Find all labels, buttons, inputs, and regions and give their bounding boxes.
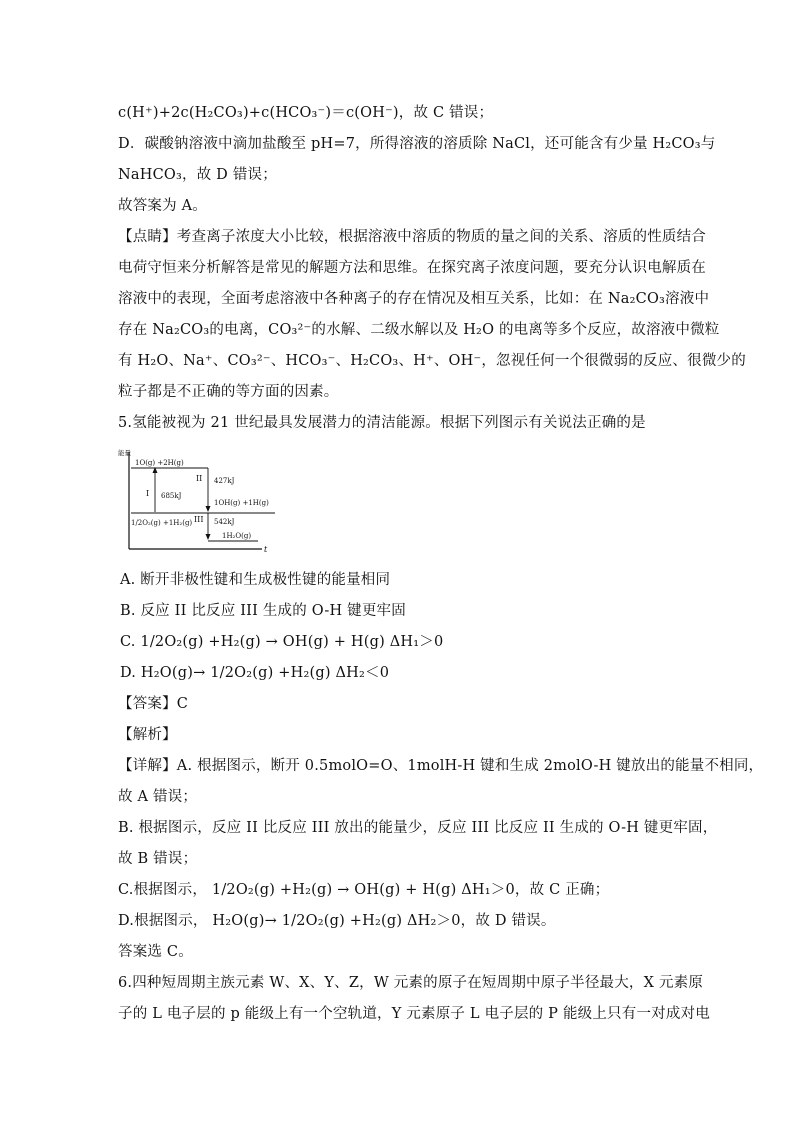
text-line-3: NaHCO₃，故 D 错误； bbox=[118, 167, 277, 183]
option-a: A. 断开非极性键和生成极性键的能量相同 bbox=[120, 572, 391, 588]
option-d: D. H₂O(g)→ 1/2O₂(g) +H₂(g) ΔH₂＜0 bbox=[120, 665, 390, 681]
answer-heading: 【答案】C bbox=[118, 696, 189, 712]
energy-I-label: 685kJ bbox=[161, 492, 182, 500]
energy-III-label: 542kJ bbox=[214, 518, 235, 526]
level-low-label: 1/2O₂(g) +1H₂(g) bbox=[131, 519, 193, 527]
detail-line-1: 【详解】A. 根据图示，断开 0.5molO=O、1molH-H 键和生成 2molO-H 键放出的能量不相同， bbox=[118, 758, 764, 774]
text-line-1: c(H⁺)+2c(H₂CO₃)+c(HCO₃⁻)＝c(OH⁻)，故 C 错误； bbox=[118, 105, 494, 121]
y-axis-label-1: 能量 bbox=[118, 449, 131, 457]
option-c: C. 1/2O₂(g) +H₂(g) → OH(g) + H(g) ΔH₁＞0 bbox=[120, 634, 444, 650]
tip-line-3: 溶液中的表现，全面考虑溶液中各种离子的存在情况及相互关系，比如：在 Na₂CO₃溶液中 bbox=[118, 291, 710, 307]
text-line-4: 故答案为 A。 bbox=[118, 198, 207, 214]
arrow-III-label: III bbox=[194, 515, 204, 524]
detail-line-7: 答案选 C。 bbox=[118, 944, 193, 960]
analysis-heading: 【解析】 bbox=[118, 727, 177, 743]
level-top-label: 1O(g) +2H(g) bbox=[135, 459, 184, 467]
question-5-stem: 5.氢能被视为 21 世纪最具发展潜力的清洁能源。根据下列图示有关说法正确的是 bbox=[118, 415, 646, 431]
arrow-III-head bbox=[206, 534, 211, 540]
tip-line-1: 【点睛】考查离子浓度大小比较，根据溶液中溶质的物质的量之间的关系、溶质的性质结合 bbox=[118, 229, 706, 245]
arrow-II-label: II bbox=[196, 474, 203, 483]
x-axis-label: t bbox=[264, 545, 268, 554]
energy-II-label: 427kJ bbox=[214, 477, 235, 485]
detail-line-6: D.根据图示， H₂O(g)→ 1/2O₂(g) +H₂(g) ΔH₂＞0，故 D 错误。 bbox=[118, 913, 556, 929]
question-6-line-1: 6.四种短周期主族元素 W、X、Y、Z，W 元素的原子在短周期中原子半径最大，X 元素原 bbox=[118, 975, 704, 991]
text-line-2: D．碳酸钠溶液中滴加盐酸至 pH=7，所得溶液的溶质除 NaCl，还可能含有少量 H₂CO₃与 bbox=[118, 136, 716, 152]
tip-line-2: 电荷守恒来分析解答是常见的解题方法和思维。在探究离子浓度问题，要充分认识电解质在 bbox=[118, 260, 706, 276]
detail-line-5: C.根据图示， 1/2O₂(g) +H₂(g) → OH(g) + H(g) ΔH₁＞0，故 C 正确； bbox=[118, 882, 610, 898]
detail-line-2: 故 A 错误； bbox=[118, 789, 198, 805]
arrow-II-head bbox=[206, 506, 211, 512]
level-mid-label: 1OH(g) +1H(g) bbox=[214, 499, 269, 507]
level-bottom-label: 1H₂O(g) bbox=[222, 532, 252, 540]
tip-line-5: 有 H₂O、Na⁺、CO₃²⁻、HCO₃⁻、H₂CO₃、H⁺、OH⁻，忽视任何一个很微弱的反应、很微少的 bbox=[118, 353, 746, 369]
detail-line-4: 故 B 错误； bbox=[118, 851, 198, 867]
tip-line-4: 存在 Na₂CO₃的电离，CO₃²⁻的水解、二级水解以及 H₂O 的电离等多个反应，故溶液中微粒 bbox=[118, 322, 720, 338]
detail-line-3: B. 根据图示，反应 II 比反应 III 放出的能量少，反应 III 比反应 II 生成的 O-H 键更牢固， bbox=[118, 820, 718, 836]
energy-level-diagram bbox=[118, 446, 278, 558]
tip-line-6: 粒子都是不正确的等方面的因素。 bbox=[118, 384, 339, 400]
question-6-line-2: 子的 L 电子层的 p 能级上有一个空轨道，Y 元素原子 L 电子层的 P 能级上只有一对成对电 bbox=[118, 1006, 710, 1022]
arrow-I-label: I bbox=[146, 489, 150, 498]
option-b: B. 反应 II 比反应 III 生成的 O-H 键更牢固 bbox=[120, 603, 406, 619]
